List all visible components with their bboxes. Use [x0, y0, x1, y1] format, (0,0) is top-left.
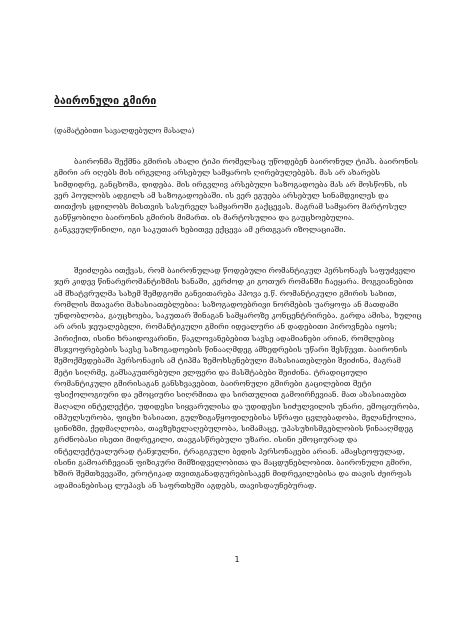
document-title: ბაირონული გმირი	[54, 95, 157, 107]
document-subtitle: (დამატებითი სავალდებულო მასალა)	[54, 126, 195, 135]
paragraph-2: შეიძლება ითქვას, რომ ბაირონულად წოდებული რომანტიკულ პერსონაჟს საფუძველი ჯერ კიდევ წინარერომანტიზმის ხანაში, კერძოდ კი გოთურ რომანში ჩაეყარა. მოგვიანებით ამ მხატვრულმა სახემ შემდგომი განვითარება ჰპოვა ე.წ. რომანტიკული გმირის სახით, რომლის მთავარი მახასიათებლებია: საზოგადოებრივი ნორმების უარყოფა ან მათდამი უნდობლობა, გაუცხოება, საკუთარ შინაგან სამყაროზე კონცენტრირება. გარდა ამისა, ხულიც არ არის ჯეუალებელი, რომანტიკული გმირი იდეალური ან დადებითი პიროვნება იყოს; პირიქით, ისინი ხრაიდოვარინი, წაკლოვანებებით სავსე ადამიანები არიან, რომლებიც მსჯვოფრებების სავსე საზოგადოების წინააღმდეგ ამხედრების უწარი შესწევთ. ბაირონის შემოქმედებაში პერსონაჟის ამ ტიპმა ზემოხსენებული მახასიათებლები შეიძინა, მაგრამ მეტი სიღრმე, გამსაკუთრებული ელფერი და მასშტაბები შეიძინა. ტრადიციული რომანტიკული გმირისაგან განსხვავებით, ბაირონული გმირები გაცილებით მეტი ფსიქოლოგიური და ემოციური სიღრმითა და სირთულით გამოირჩევიან. მათ ახასიათებთ მაღალი ინტელექტი, უდიდესი სიყვარულისა და უდიდესი სიძულვილის უნარი, ემოციურობა, იმპულსურობა, ფიცხი ხასიათი, გულზიგაწყოფილებისა სწრაფი ცვლებადობა, მელანქოლია, ცინიზმი, ქედმაღლობა, თავზეხელაღებულობა, სიმამაცე, უპასუხისმგებლობის წინააღმდეგ გრძნობასი ისეთი მიდრეკილი, თავგასწრებული უზარი. ისინი ემოციურად და ინტელექტუალურად ტანჯულნი, ტრაგიკული ბედის პერსონაჟები არიან. ამაყსეოფულად, ისინი გამოარჩევიან ფიზიკური მიმზიდველობითა და მაცდუნებლობით. ბაირონული გმირი, ხშირ შემთხვევაში, ეროტიკად თვითგანადგურებისაკენ მიდრეკილებისა და თავის ძეირფას ადამიანებისაც ლუპავს ან საფრთხეში აგდებს, თავისდაუნებურად.	[54, 266, 422, 490]
paragraph-1: ბაირონმა შექმნა გმირის ახალი ტიპი რომელსაც უწოდებენ ბაირონულ ტიპს. ბაირონის გმირი არ იღებს მის ირგვლივ არსებულ სამყაროს ღირებულებებს. მას არ ახარებს სიმდიდრე, განცხომა, დიდება. მის ირგვლივ არსებული საზოგადოება მას არ მოსწონს, ის ვერ პოულობს ადგილს ამ საზოგადოებაში. ის ვერ ეგუება არსებულ სინამდვილეს და თითქოს ცდილობს მისთვის სასურველ სამყაროში გაქცევას. მაგრამ სამყარო მარტოსულ განწყობილი ბაირონის გმირის მიმართ. ის მარტოსულია და გაუცხოებულია. განკვეულწინილი, იგი საკუთარ ხებითვე ექცევა ამ ერთგვარ იზოლაციაში.	[54, 157, 418, 234]
page-number: 1	[234, 555, 240, 564]
